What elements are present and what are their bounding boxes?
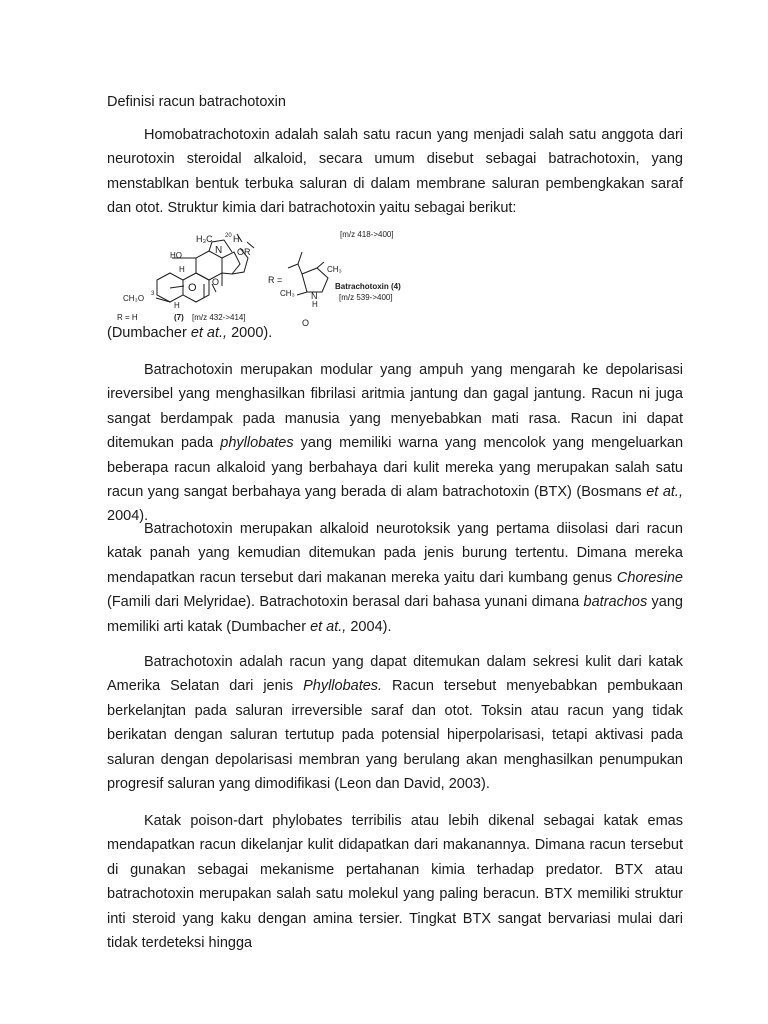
caption-etal: et at., (190, 325, 228, 341)
p3-text-b: (Famili dari Melyridae). Batrachotoxin berasal dari bahasa yunani dimana (107, 594, 584, 611)
paragraph-5: Katak poison-dart phylobates terribilis atau lebih dikenal sebagai katak emas mendapatkan racun dikelanjar kulit didapatkan dari makanannya. Dimana racun tersebut di gunakan sebagai mekanisme pertahanan kimia terhadap predator. BTX atau batrachotoxin merupakan salah satu molekul yang paling beracun. BTX memiliki struktur inti steroid yang kaku dengan amina tersier. Tingkat BTX sangat bervariasi mulai dari tidak terdeteksi hingga (107, 813, 683, 952)
paragraph-4 (107, 650, 683, 796)
section-heading: Definisi racun batrachotoxin (107, 94, 286, 110)
h-bottom-label: H (174, 301, 180, 310)
ring-oxygen-label: O (188, 282, 197, 294)
p3-italic-1: Choresine (616, 569, 683, 586)
oxygen-bottom-label: O (302, 318, 310, 328)
methyl-right-label: CH₃ (327, 265, 342, 274)
caption-author: (Dumbacher (107, 325, 191, 341)
carbon-20-label: 20 (225, 233, 232, 239)
mass-label-432: [m/z 432->414] (192, 313, 246, 322)
p3-italic-3: et at., (310, 618, 347, 635)
h-top-label: H (233, 234, 240, 244)
paragraph-2 (107, 358, 683, 529)
batrachotoxin-4-label: Batrachotoxin (4) (335, 282, 401, 291)
p2-italic-2: et at., (646, 484, 683, 501)
batrachotoxin-structure-diagram (112, 228, 412, 328)
paragraph-1: Homobatrachotoxin adalah salah satu racun yang menjadi salah satu anggota dari neurotoxin steroidal alkaloid, secara umum disebut sebagai batrachotoxin, yang menstablkan bentuk terbuka saluran di dalam membrane saluran pembengkakan saraf dan otot. Struktur kimia dari batrachotoxin yaitu sebagai berikut: (107, 127, 683, 217)
p2-text-b: yang memiliki warna yang mencolok yang mengeluarkan beberapa racun alkaloid yang berbahaya dari kulit mereka yang merupakan salah satu racun yang sangat berbahaya yang berada di alam batrachotoxin (BTX) (Bosmans (107, 435, 684, 501)
p3-text-a: Batrachotoxin merupakan alkaloid neurotoksik yang pertama diisolasi dari racun katak panah yang kemudian ditemukan pada jenis burung tertentu. Dimana mereka mendapatkan racun tersebut dari makanan mereka yaitu dari kumbang genus (107, 521, 683, 586)
h-mid-label: H (179, 265, 185, 274)
methyl-left-label: CH₃ (280, 289, 295, 298)
pyrrole-nitrogen-label: N (311, 291, 318, 301)
figure-caption (107, 323, 272, 343)
p4-text-b: Racun tersebut menyebabkan pembukaan berkelanjtan pada saluran irreversible saraf dan otot. Toksin atau racun yang tidak berikatan dengan saluran tertutup pada potensial hiperpolarisasi, tetapi aktivasi pada saluran dengan depolarisasi membran yang berulang akan menghasilkan penumpukan progresif saluran yang dimodifikasi (Leon dan David, 2003). (107, 678, 683, 793)
paragraph-3 (107, 517, 683, 639)
p2-text-a: Batrachotoxin merupakan modular yang ampuh yang mengarah ke depolarisasi ireversibel yang menghasilkan fibrilasi aritmia jantung dan gagal jantung. Racun ni juga sangat berdampak pada manusia yang menyebabkan mati rasa. Racun ini dapat ditemukan pada (107, 362, 683, 452)
or-label: OR (237, 247, 251, 257)
compound-7-label: (7) (174, 313, 184, 322)
p4-italic-1: Phyllobates. (303, 678, 383, 695)
mass-label-539: [m/z 539->400] (339, 293, 393, 302)
caption-year: 2000). (227, 325, 273, 341)
p2-text-c: 2004). (107, 508, 149, 525)
r-equals-label: R = (268, 275, 283, 285)
p4-text-a: Batrachotoxin adalah racun yang dapat ditemukan dalam sekresi kulit dari katak Amerika Selatan dari jenis (107, 654, 683, 695)
p3-italic-2: batrachos (583, 594, 648, 611)
ho-label: HO (170, 251, 182, 260)
pyrrole-h-label: H (312, 300, 318, 309)
chemical-structure-figure (112, 228, 412, 328)
p3-text-c: yang memiliki arti katak (Dumbacher (107, 594, 683, 635)
r-equals-h-label: R = H (117, 313, 138, 322)
carbon-3-label: 3 (151, 291, 155, 297)
mass-label-top: [m/z 418->400] (340, 230, 394, 239)
h3c-label: H₃C (196, 234, 213, 244)
p3-text-d: 2004). (346, 618, 392, 635)
ketone-oxygen-label: O (212, 277, 220, 287)
p2-italic-1: phyllobates (220, 435, 294, 452)
methoxy-label: CH₃O (123, 294, 145, 303)
nitrogen-label: N (215, 245, 223, 256)
